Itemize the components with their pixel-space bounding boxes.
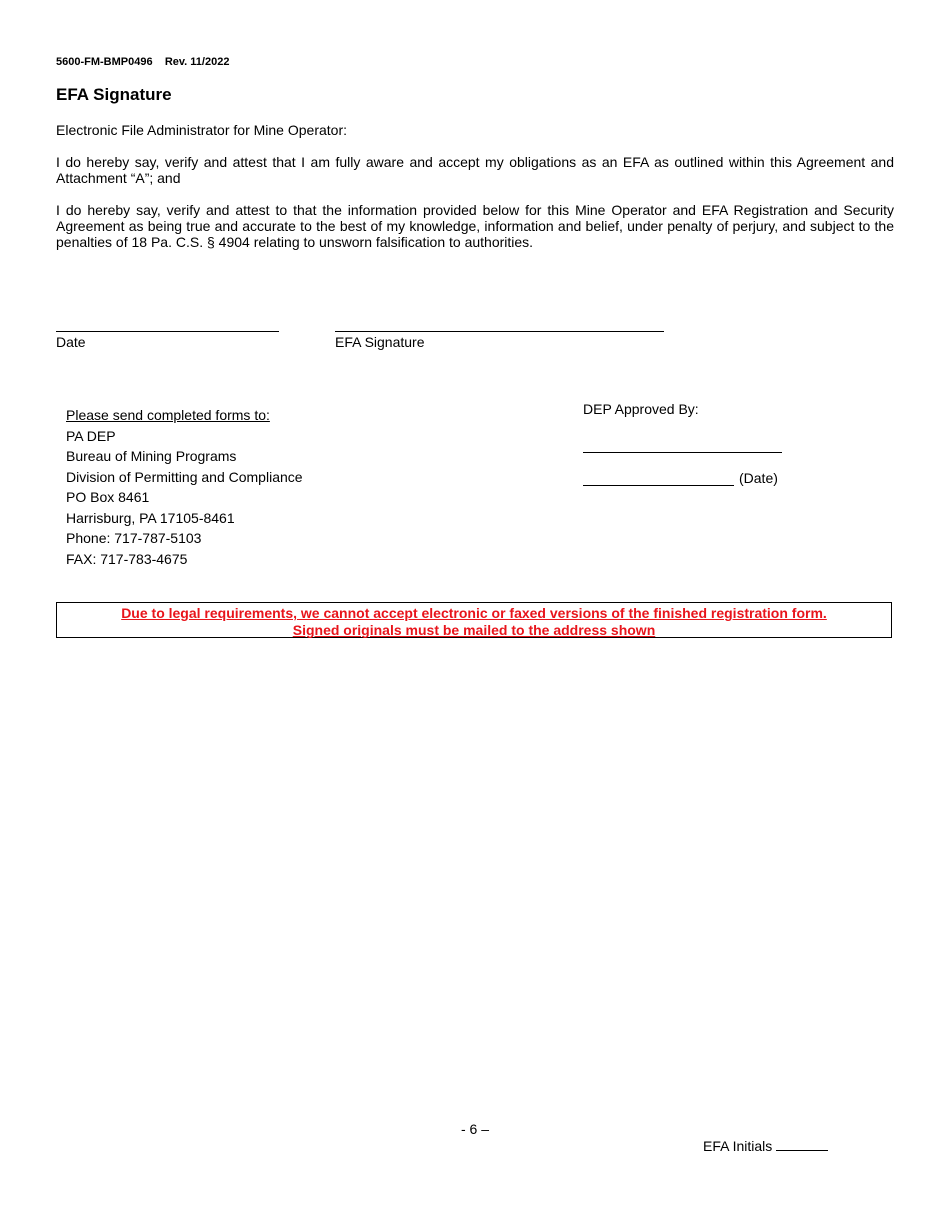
efa-initials — [703, 1138, 828, 1154]
dep-approved-label: DEP Approved By: — [583, 401, 699, 417]
attestation-paragraph-1: I do hereby say, verify and attest that I am fully aware and accept my obligations as an EFA as outlined within this Agreement and Attachment “A”; and — [56, 154, 894, 186]
dep-approver-signature-line[interactable] — [583, 452, 782, 453]
intro-text: Electronic File Administrator for Mine Operator: — [56, 122, 347, 138]
efa-signature-line[interactable] — [335, 331, 664, 332]
mailing-address-block — [66, 405, 303, 569]
page-number: - 6 – — [460, 1121, 489, 1137]
mailing-heading: Please send completed forms to: — [66, 407, 270, 423]
phone-line: Phone: 717-787-5103 — [66, 530, 202, 546]
address-line: Division of Permitting and Compliance — [66, 468, 303, 485]
fax-line: FAX: 717-783-4675 — [66, 550, 188, 567]
notice-line-2: Signed originals must be mailed to the address shown — [292, 622, 656, 638]
form-id: 5600-FM-BMP0496 Rev. 11/2022 — [56, 56, 230, 68]
attestation-paragraph-2: I do hereby say, verify and attest to that the information provided below for this Mine Operator and EFA Registration and Security Agreement as being true and accurate to the best of my knowledge, information and belief, under penalty of perjury, and subject to the penalties of 18 Pa. C.S. § 4904 relating to unsworn falsification to authorities. — [56, 202, 894, 250]
address-line: Harrisburg, PA 17105-8461 — [66, 509, 235, 526]
legal-notice-box — [56, 602, 892, 638]
notice-line-1: Due to legal requirements, we cannot accept electronic or faxed versions of the finished registration form. — [121, 605, 827, 621]
dep-approval-date-line[interactable] — [583, 485, 734, 486]
address-line: PO Box 8461 — [66, 489, 150, 505]
date-label: Date — [56, 334, 86, 350]
efa-signature-label: EFA Signature — [335, 334, 425, 350]
efa-initials-line[interactable] — [776, 1138, 828, 1151]
address-line: PA DEP — [66, 427, 116, 444]
date-signature-line[interactable] — [56, 331, 279, 332]
address-line: Bureau of Mining Programs — [66, 448, 237, 464]
efa-initials-label: EFA Initials — [703, 1138, 773, 1154]
approval-date-label: (Date) — [739, 470, 778, 486]
page-title: EFA Signature — [56, 85, 172, 104]
